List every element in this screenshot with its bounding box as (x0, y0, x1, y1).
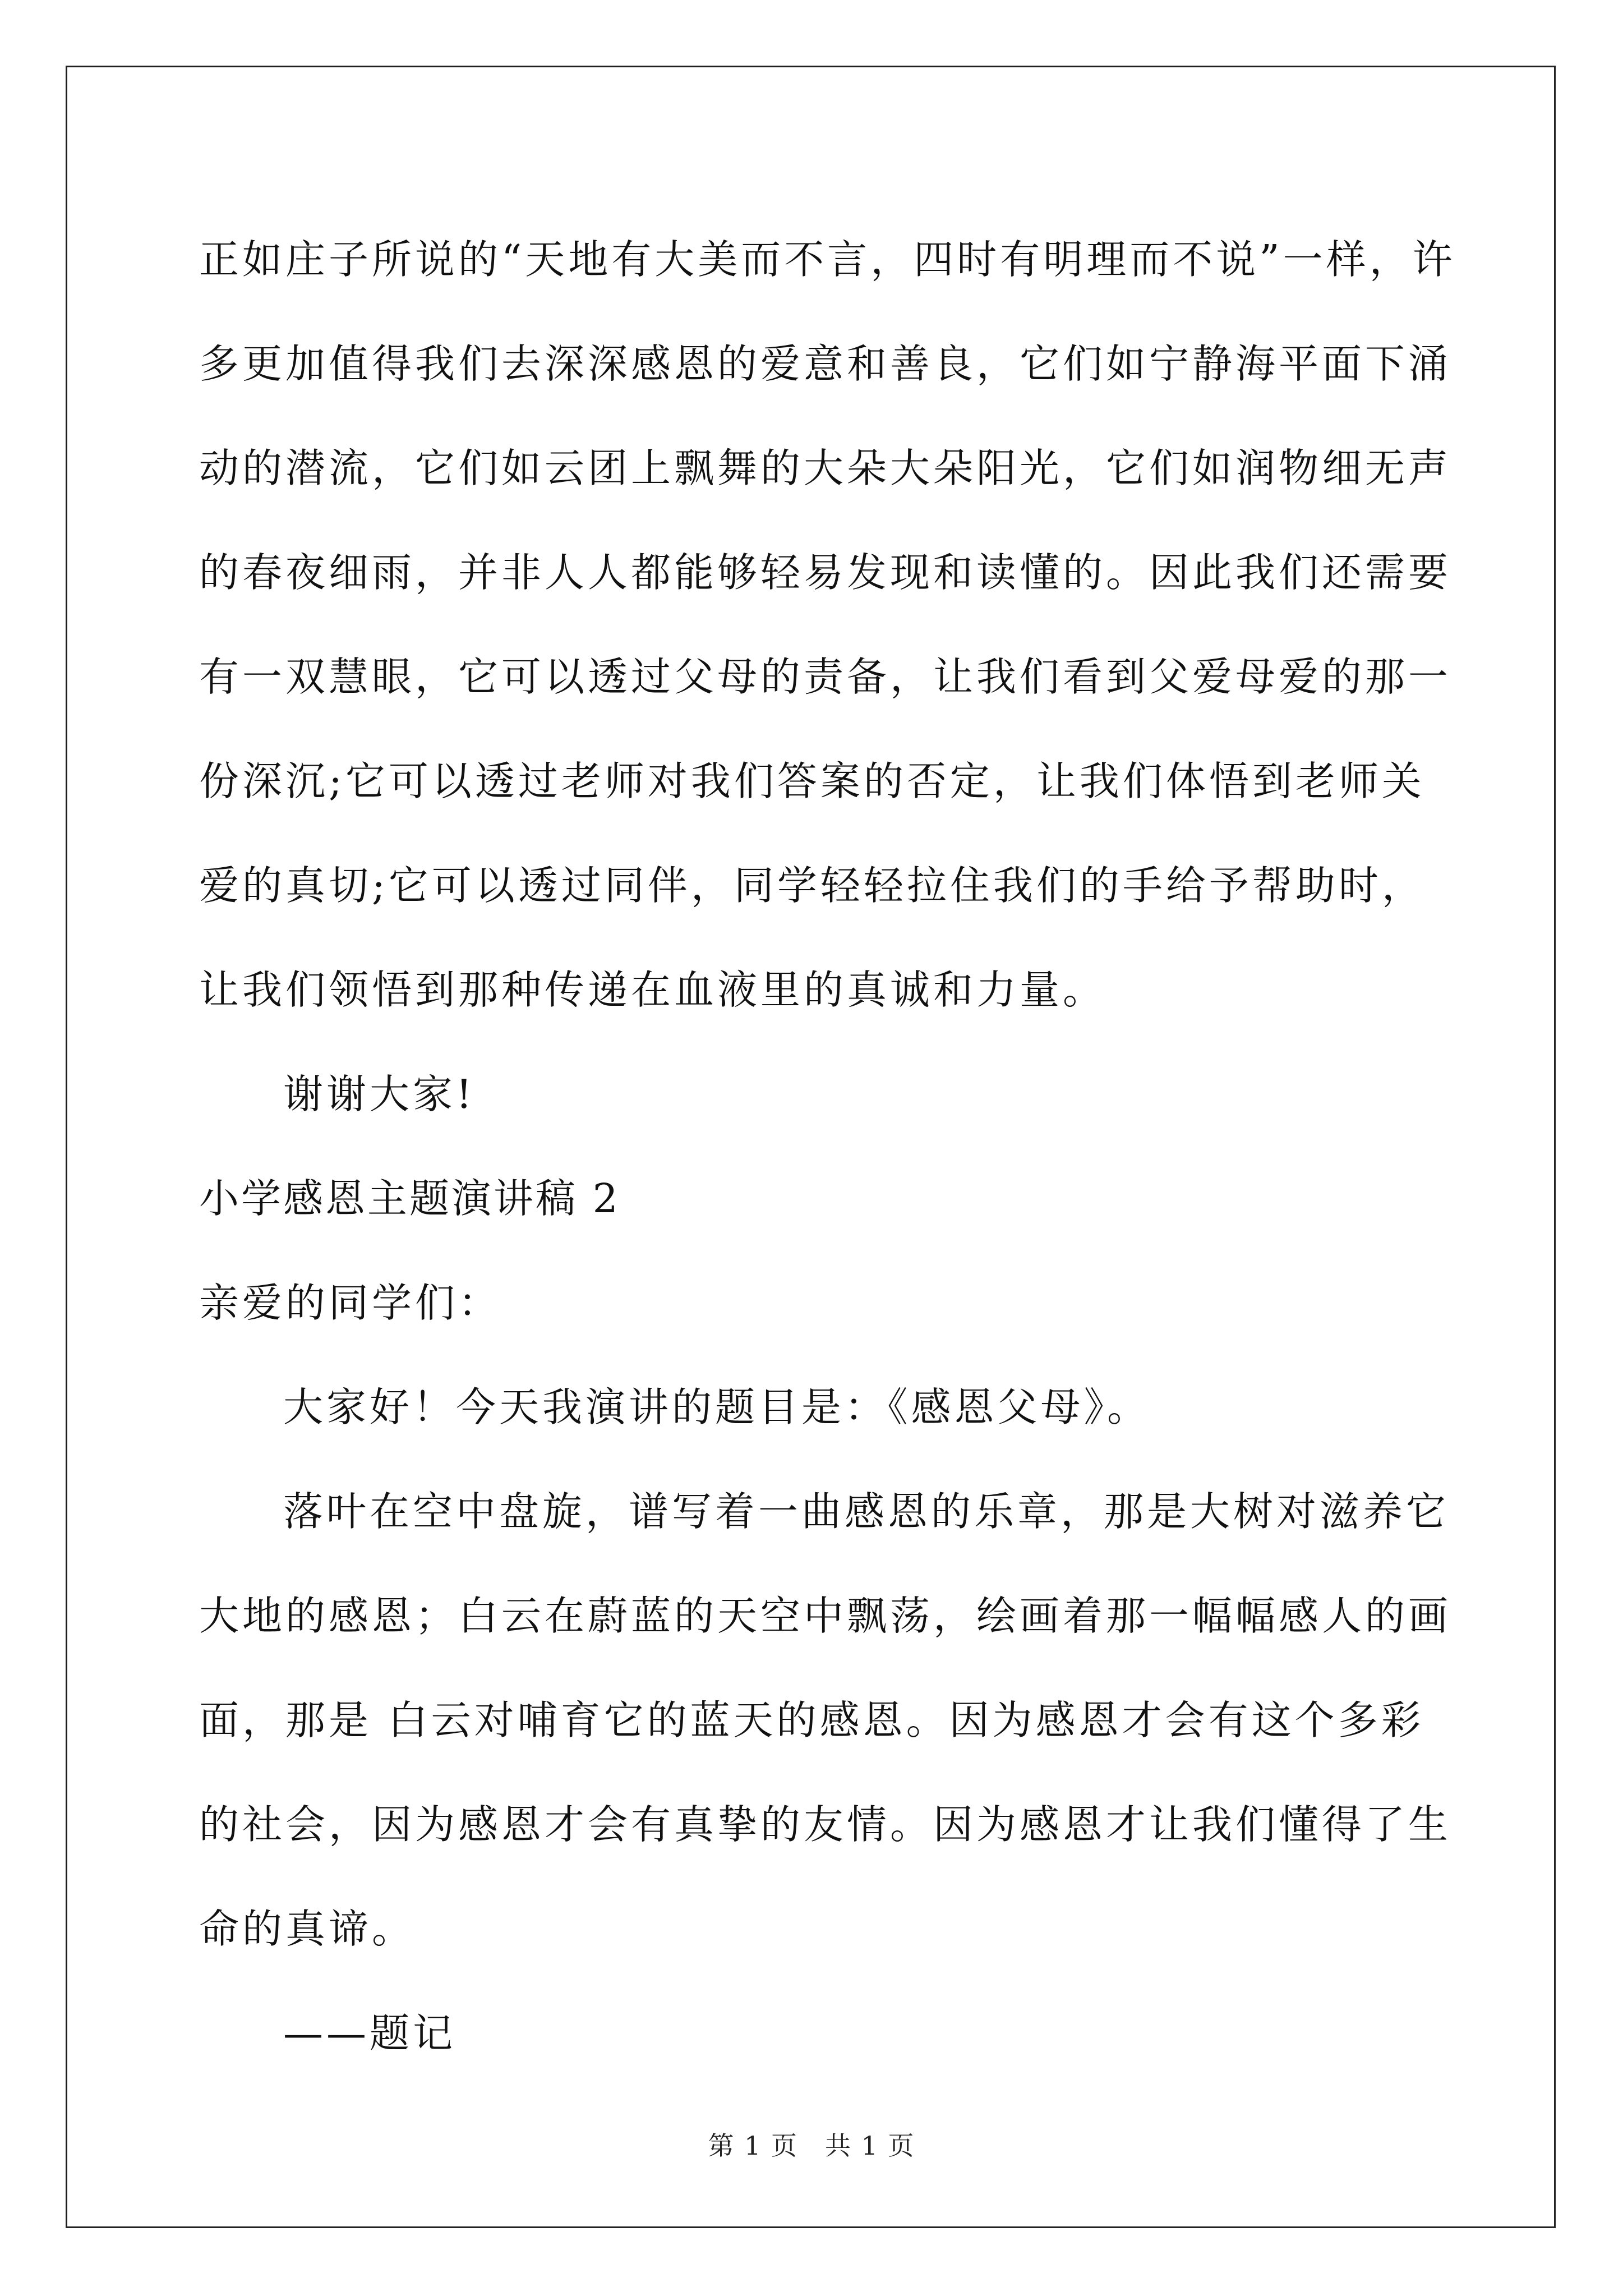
paragraph-epigraph: ——题记 (283, 2010, 457, 2056)
paragraph-zhuangzi-quote: 正如庄子所说的“天地有大美而不言，四时有明理而不说”一样，许多更加值得我们去深深感恩的爱意和善良，它们如宁静海平面下涌动的潜流，它们如云团上飘舞的大朵大朵阳光，它们如润物细无声的春夜细雨，并非人人都能够轻易发现和读懂的。因此我们还需要有一双慧眼，它可以透过父母的责备，让我们看到父爱母爱的那一份深沉;它可以透过老师对我们答案的否定，让我们体悟到老师关爱的真切;它可以透过同伴，同学轻轻拉住我们的手给予帮助时，让我们领悟到那种传递在血液里的真诚和力量。 (199, 236, 1456, 1013)
paragraph-topic: 大家好！今天我演讲的题目是：《感恩父母》。 (283, 1384, 1151, 1430)
document-body (199, 208, 1458, 2086)
salutation: 亲爱的同学们： (199, 1280, 502, 1326)
paragraph-leaves: 落叶在空中盘旋，谱写着一曲感恩的乐章，那是大树对滋养它大地的感恩；白云在蔚蓝的天空中飘荡，绘画着那一幅幅感人的画面，那是 白云对哺育它的蓝天的感恩。因为感恩才会有这个多彩的社会，因为感恩才会有真挚的友情。因为感恩才让我们懂得了生命的真谛。 (199, 1488, 1452, 1952)
page-footer: 第 1 页 共 1 页 (708, 2131, 915, 2161)
paragraph-thanks: 谢谢大家! (283, 1071, 476, 1117)
section-heading: 小学感恩主题演讲稿 2 (199, 1175, 620, 1222)
